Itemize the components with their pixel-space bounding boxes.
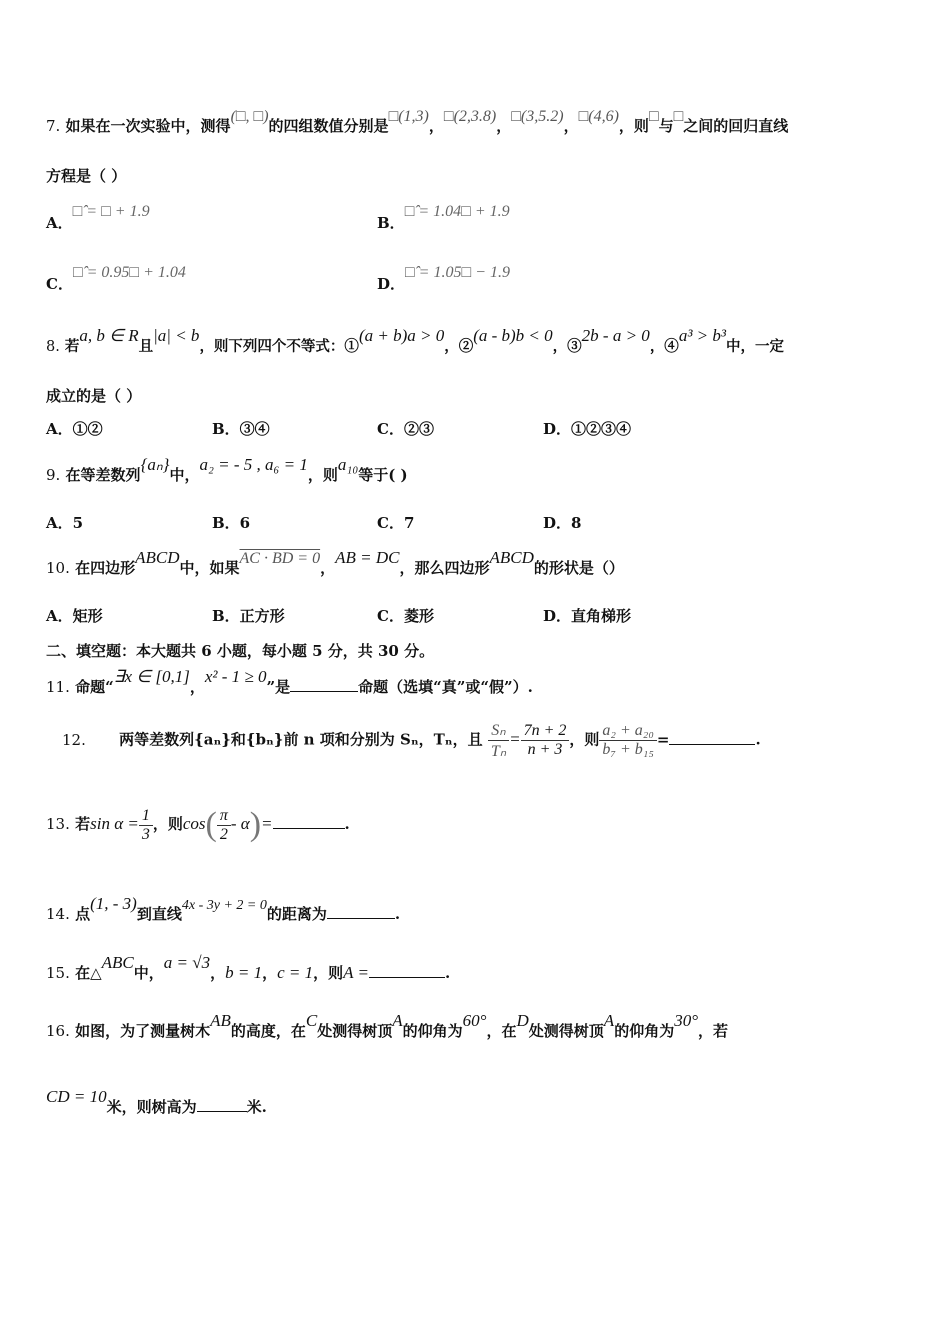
q15-number: 15. xyxy=(46,964,70,982)
q7-text: 如果在一次实验中，测得 xyxy=(65,117,231,135)
q16-text: ，在 xyxy=(486,1022,517,1040)
q7-var-1: □ xyxy=(648,108,659,125)
q12-text: 两等差数列{aₙ}和{bₙ}前 n 项和分别为 Sₙ，Tₙ，且 xyxy=(119,730,483,749)
q9-line1 xyxy=(46,455,408,485)
q9-text: ，则 xyxy=(307,466,338,484)
q16-text: 米，则树高为 xyxy=(106,1098,197,1116)
q7-option-b-formula: □̂ = 1.04□ + 1.9 xyxy=(404,203,510,220)
q8-text: 且 xyxy=(138,338,154,355)
q16-text: 如图，为了测量树木 xyxy=(75,1022,211,1040)
q15-math-b: b = 1 xyxy=(225,963,263,982)
q10-math-2: AB = DC xyxy=(335,548,400,567)
q16-text: ，若 xyxy=(698,1022,729,1040)
q7-line2: 方程是（ ） xyxy=(46,167,127,185)
q11-text: 命题（选填“真”或“假”）. xyxy=(358,678,533,696)
q10-number: 10. xyxy=(46,559,70,577)
q10-text: 在四边形 xyxy=(75,559,136,577)
q15-text: 中， xyxy=(133,964,164,982)
q13-left-paren: ( xyxy=(205,806,217,843)
q16-text: 的高度，在 xyxy=(230,1022,306,1040)
q16-text: 处测得树顶 xyxy=(317,1022,393,1040)
q7-number: 7. xyxy=(46,117,61,135)
q11-text: 命题“ xyxy=(75,678,114,696)
q7-option-d: D．□̂ = 1.05□ − 1.9 xyxy=(377,264,510,293)
q11-line xyxy=(46,667,533,697)
q10-text: 中，如果 xyxy=(179,559,240,577)
q14-text: 点 xyxy=(75,905,91,923)
q16-answer-blank[interactable] xyxy=(197,1111,247,1112)
q16-math-d: D xyxy=(516,1011,529,1030)
q9-math-term: a₁₀ xyxy=(337,455,359,474)
q11-text: ， xyxy=(189,678,205,696)
q8-text: ，④ xyxy=(649,338,679,355)
q8-text: ，② xyxy=(444,338,474,355)
q15-math-angle: A = xyxy=(343,963,369,982)
q10-math-vectors: AC · BD = 0 xyxy=(239,550,321,567)
q7-option-c: C．□̂ = 0.95□ + 1.04 xyxy=(46,264,186,293)
q7-text: ，则 xyxy=(618,117,649,135)
q14-answer-blank[interactable] xyxy=(327,918,395,919)
q12-fraction-st-num: Sₙ xyxy=(488,720,509,741)
q12-line xyxy=(62,720,761,761)
q12-number: 12. xyxy=(62,730,86,749)
q12-fraction-st-den: Tₙ xyxy=(490,743,507,760)
q12-answer-blank[interactable] xyxy=(669,744,755,745)
q13-fraction-num: 1 xyxy=(139,807,153,826)
q14-line xyxy=(46,894,401,924)
q10-option-b: B．正方形 xyxy=(212,607,285,625)
q8-text: ，则下列四个不等式：① xyxy=(199,338,359,355)
q7-option-a-formula: □̂ = □ + 1.9 xyxy=(72,203,150,220)
q13-math-alpha: - α xyxy=(230,814,250,833)
q12-equals: = xyxy=(509,729,521,749)
q12-fraction-ab xyxy=(599,722,656,759)
q10-option-c: C．菱形 xyxy=(377,607,434,625)
q14-number: 14. xyxy=(46,905,70,923)
q8-option-d: D．①②③④ xyxy=(543,420,632,438)
q15-math-triangle: ABC xyxy=(101,953,134,972)
q12-fraction-ratio-num: 7n + 2 xyxy=(521,722,570,741)
q13-text: . xyxy=(344,815,350,833)
q15-math-c: c = 1 xyxy=(277,963,314,982)
q12-fraction-ab-num: a₂ + a₂₀ xyxy=(599,722,656,741)
q9-text: 中， xyxy=(169,466,200,484)
q16-line1 xyxy=(46,1011,729,1041)
q12-fraction-ratio xyxy=(521,722,570,759)
q15-text: 在△ xyxy=(75,964,102,982)
q7-text: 的四组数值分别是 xyxy=(268,117,389,135)
q10-line1 xyxy=(46,548,624,578)
q11-number: 11. xyxy=(46,678,70,696)
q13-text: 若 xyxy=(75,815,91,833)
q7-text: 与 xyxy=(658,117,674,135)
section-heading-fill-in: 二、填空题：本大题共 6 小题，每小题 5 分，共 30 分。 xyxy=(46,642,435,660)
q8-inequality-3: 2b - a > 0 xyxy=(581,326,650,345)
q9-number: 9. xyxy=(46,466,61,484)
q10-math-3: ABCD xyxy=(489,548,534,567)
q8-text: 若 xyxy=(64,338,80,355)
q10-text: ， xyxy=(320,559,336,577)
q16-math-c: C xyxy=(305,1011,318,1030)
q14-math-line: 4x - 3y + 2 = 0 xyxy=(181,898,267,913)
q7-option-a: A．□̂ = □ + 1.9 xyxy=(46,203,150,232)
q16-text: 的仰角为 xyxy=(402,1022,463,1040)
q10-text: ，那么四边形 xyxy=(399,559,490,577)
q12-text: ，则 xyxy=(569,730,600,749)
q7-var-2: □ xyxy=(673,108,684,125)
q14-text: 的距离为 xyxy=(266,905,327,923)
q16-math-30deg: 30° xyxy=(674,1011,699,1030)
q7-point-3: □(3,5.2) xyxy=(511,108,564,125)
q8-line2: 成立的是（ ） xyxy=(46,387,142,405)
q15-answer-blank[interactable] xyxy=(369,977,445,978)
q13-math-cos: cos xyxy=(182,814,206,833)
q13-fraction-den: 3 xyxy=(141,825,150,843)
q9-text: 等于( ) xyxy=(358,466,408,484)
q15-text: ， xyxy=(210,964,226,982)
q16-number: 16. xyxy=(46,1022,70,1040)
q8-option-b: B．③④ xyxy=(212,420,270,438)
q7-point-2: □(2,3.8) xyxy=(443,108,497,125)
q8-math-2: |a| < b xyxy=(153,326,200,345)
q7-math-pair: (□, □) xyxy=(230,108,269,125)
q13-fraction-pi: π xyxy=(217,807,231,826)
q14-math-point: (1, - 3) xyxy=(90,894,137,913)
q8-inequality-4: a³ > b³ xyxy=(678,326,726,345)
q10-math-1: ABCD xyxy=(135,548,180,567)
q16-text: 处测得树顶 xyxy=(528,1022,604,1040)
q16-math-60deg: 60° xyxy=(462,1011,487,1030)
q15-text: . xyxy=(444,964,451,982)
q10-text: 的形状是（） xyxy=(533,559,624,577)
q14-text: 到直线 xyxy=(136,905,182,923)
q9-option-c: C．7 xyxy=(377,514,415,532)
q13-line xyxy=(46,806,350,844)
q16-text: 的仰角为 xyxy=(614,1022,675,1040)
q9-math-values: a₂ = - 5 , a₆ = 1 xyxy=(199,455,308,474)
q7-option-b: B．□̂ = 1.04□ + 1.9 xyxy=(377,203,510,232)
q7-option-d-formula: □̂ = 1.05□ − 1.9 xyxy=(405,264,510,281)
q12-fraction-ratio-den: n + 3 xyxy=(527,741,563,758)
q13-right-paren: ) xyxy=(249,806,262,843)
q11-math-2: x² - 1 ≥ 0 xyxy=(204,667,267,686)
q7-text: 之间的回归直线 xyxy=(683,117,789,135)
q15-text: ，则 xyxy=(313,964,344,982)
q7-line1: 7. 如果在一次实验中，测得(□, □)的四组数值分别是□(1,3)，□(2,3.8)，□(3,5.2)，□(4,6)，则□与□之间的回归直线 xyxy=(46,108,789,135)
q8-number: 8. xyxy=(46,339,60,355)
q13-math-sin: sin α = xyxy=(90,814,139,833)
q10-option-a: A．矩形 xyxy=(46,607,103,625)
q9-option-d: D．8 xyxy=(543,514,582,532)
q13-fraction-two: 2 xyxy=(219,825,228,843)
q13-number: 13. xyxy=(46,815,70,833)
q9-text: 在等差数列 xyxy=(65,466,141,484)
q13-answer-blank[interactable] xyxy=(273,828,345,829)
q15-line xyxy=(46,953,451,983)
q16-line2 xyxy=(46,1087,267,1117)
q16-math-ab: AB xyxy=(210,1011,231,1030)
q8-option-a: A．①② xyxy=(46,420,103,438)
q16-math-cd: CD = 10 xyxy=(46,1087,107,1106)
q12-fraction-st xyxy=(488,720,509,761)
q14-text: . xyxy=(394,905,401,923)
q8-inequality-1: (a + b)a > 0 xyxy=(358,326,445,345)
q7-option-c-formula: □̂ = 0.95□ + 1.04 xyxy=(72,264,186,281)
q12-text: . xyxy=(755,730,761,749)
q10-option-d: D．直角梯形 xyxy=(543,607,632,625)
q8-math-1: a, b ∈ R xyxy=(79,326,139,345)
q8-text: ，③ xyxy=(552,338,582,355)
q13-fraction-one-third xyxy=(139,807,153,844)
q13-text: ，则 xyxy=(152,815,183,833)
q8-inequality-2: (a - b)b < 0 xyxy=(473,326,553,345)
q9-option-a: A．5 xyxy=(46,514,84,532)
q11-math-1: ∃x ∈ [0,1] xyxy=(113,667,190,686)
q9-math-sequence: {aₙ} xyxy=(140,455,170,474)
q16-text: 米. xyxy=(246,1098,267,1116)
q8-text: 中，一定 xyxy=(725,338,784,355)
q7-point-1: □(1,3) xyxy=(388,108,429,125)
q16-math-a2: A xyxy=(603,1011,615,1030)
q11-answer-blank[interactable] xyxy=(290,691,358,692)
q8-option-c: C．②③ xyxy=(377,420,434,438)
q12-fraction-ab-den: b₇ + b₁₅ xyxy=(602,741,654,758)
q15-math-a: a = √3 xyxy=(163,953,211,972)
q15-text: ， xyxy=(262,964,278,982)
q11-text: ”是 xyxy=(266,678,291,696)
q12-text: = xyxy=(656,730,670,749)
q8-line1 xyxy=(46,326,784,356)
q13-fraction-pi-half xyxy=(217,807,231,844)
q16-math-a: A xyxy=(392,1011,403,1030)
q13-math-equals: = xyxy=(261,814,273,833)
q7-point-4: □(4,6) xyxy=(578,108,619,125)
q9-option-b: B．6 xyxy=(212,514,251,532)
